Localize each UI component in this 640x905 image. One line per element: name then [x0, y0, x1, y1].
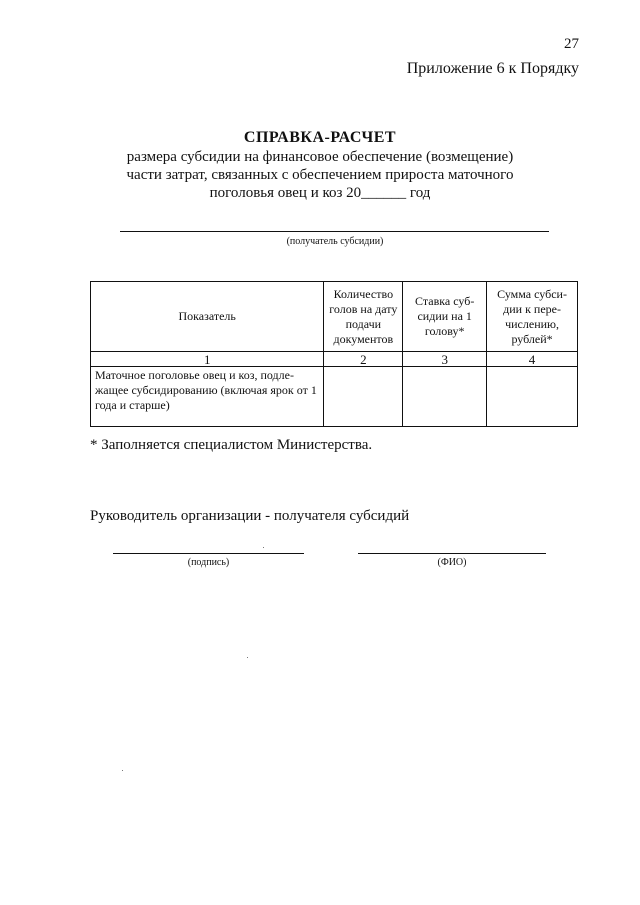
- subtitle-line-2: части затрат, связанных с обеспечением прироста маточного: [126, 167, 514, 183]
- signatory-label: Руководитель организации - получателя субсидий: [90, 508, 410, 524]
- scan-speck: [122, 770, 123, 771]
- header-indicator: Показатель: [91, 282, 324, 352]
- header-rate: Ставка суб- сидии на 1 голову*: [403, 282, 487, 352]
- full-name-caption: (ФИО): [437, 557, 467, 568]
- document-title: СПРАВКА-РАСЧЕТ: [243, 129, 397, 146]
- column-number: 2: [324, 352, 403, 367]
- calculation-table: [90, 281, 578, 427]
- subtitle-line-3: поголовья овец и коз 20______ год: [209, 185, 431, 201]
- signature-caption: (подпись): [187, 557, 230, 568]
- recipient-caption: (получатель субсидии): [286, 236, 384, 247]
- row-label: Маточное поголовье овец и коз, подле- жащее субсидированию (включая ярок от 1 года и старше): [91, 367, 324, 427]
- full-name-line[interactable]: [358, 553, 546, 554]
- appendix-label: Приложение 6 к Порядку: [406, 60, 579, 77]
- header-head-count: Количество голов на дату подачи документов: [324, 282, 403, 352]
- scan-speck: [247, 657, 248, 658]
- page-number: 27: [564, 36, 579, 52]
- table-header-row: [91, 282, 578, 352]
- header-subsidy-sum: Сумма субси- дии к пере- числению, рублей*: [487, 282, 578, 352]
- footnote: * Заполняется специалистом Министерства.: [90, 437, 373, 453]
- subtitle-line-1: размера субсидии на финансовое обеспечение (возмещение): [126, 149, 514, 165]
- rate-cell[interactable]: [403, 367, 487, 427]
- table-row: [91, 367, 578, 427]
- sum-cell[interactable]: [487, 367, 578, 427]
- signature-line[interactable]: [113, 553, 304, 554]
- column-number: 3: [403, 352, 487, 367]
- document-heading: [0, 128, 640, 202]
- column-number-row: [91, 352, 578, 367]
- recipient-field-line[interactable]: [120, 231, 549, 232]
- head-count-cell[interactable]: [324, 367, 403, 427]
- column-number: 4: [487, 352, 578, 367]
- scan-speck: [263, 547, 264, 548]
- column-number: 1: [91, 352, 324, 367]
